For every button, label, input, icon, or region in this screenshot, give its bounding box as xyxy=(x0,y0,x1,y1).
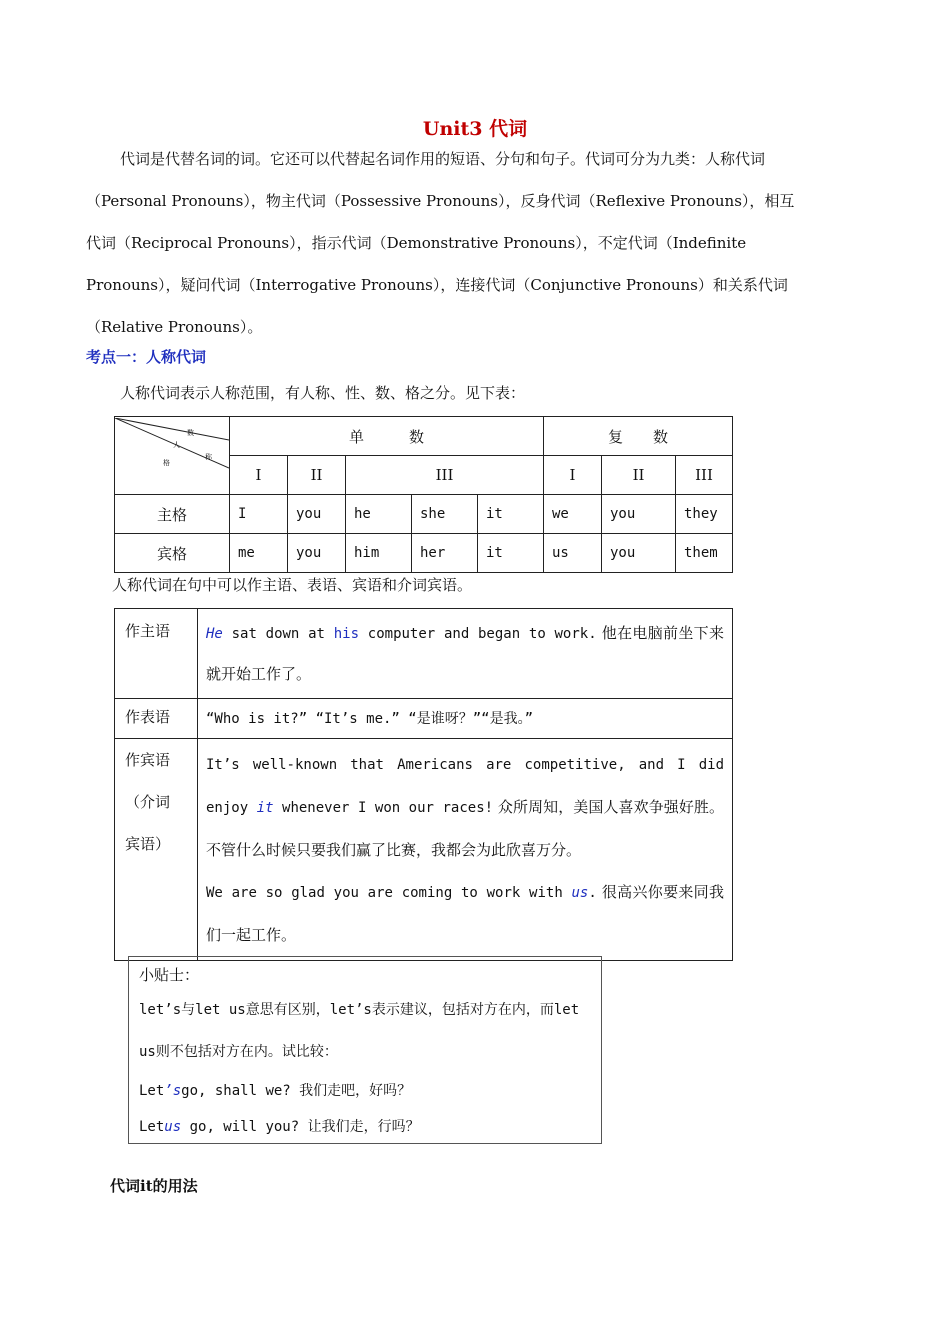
example-cell xyxy=(198,739,733,961)
table-row xyxy=(115,739,733,961)
highlight-it: it xyxy=(256,800,274,816)
tip-example-text: Let xyxy=(139,1083,165,1099)
page-title: Unit3 代词 xyxy=(422,118,528,140)
table-cell: us xyxy=(544,534,602,573)
section-heading-personal-pronouns: 考点一：人称代词 xyxy=(86,348,207,366)
intro-line: 代词是代替名词的词。它还可以代替起名词作用的短语、分句和句子。代词可分为九类：人称代词 xyxy=(120,150,766,168)
role-label xyxy=(115,739,198,961)
table-cell: you xyxy=(602,495,676,534)
highlight-lets: ’s xyxy=(164,1083,182,1099)
example-paragraph xyxy=(206,743,724,871)
tip-example-text: go, will you? 让我们走，行吗？ xyxy=(181,1119,420,1135)
section-heading-it-usage: 代词it的用法 xyxy=(110,1177,198,1195)
table-cell: me xyxy=(230,534,288,573)
tip-example xyxy=(139,1073,601,1109)
personal-pronoun-table xyxy=(114,416,733,573)
row-label: 主格 xyxy=(115,495,230,534)
personal-pronoun-description: 人称代词表示人称范围，有人称、性、数、格之分。见下表： xyxy=(120,384,526,402)
table-cell: her xyxy=(412,534,478,573)
role-label: 作表语 xyxy=(115,699,198,739)
example-text: It’s well-known that Americans are competitive, and I did enjoy xyxy=(206,757,724,816)
header-plural: 复 数 xyxy=(544,417,733,456)
intro-paragraph xyxy=(86,138,864,348)
table-cell: him xyxy=(346,534,412,573)
intro-line: 代词（Reciprocal Pronouns），指示代词（Demonstrative Pronouns），不定代词（Indefinite xyxy=(86,234,747,252)
example-translation: 他在电脑前坐下来就开始工作了。 xyxy=(206,624,724,683)
example-translation: 很高兴你要来同我们一起工作。 xyxy=(206,883,724,944)
table-cell: them xyxy=(676,534,733,573)
corner-label: 称 xyxy=(205,452,212,461)
example-text: We are so glad you are coming to work with xyxy=(206,885,572,901)
table-cell: we xyxy=(544,495,602,534)
corner-label: 数 xyxy=(187,428,194,437)
intro-line: Pronouns），疑问代词（Interrogative Pronouns），连接代词（Conjunctive Pronouns）和关系代词 xyxy=(86,276,788,294)
table-cell: it xyxy=(478,495,544,534)
highlight-his: his xyxy=(333,626,360,642)
table-row xyxy=(115,495,733,534)
role-line: （介词 xyxy=(125,793,171,811)
example-cell xyxy=(198,699,733,739)
table-cell: you xyxy=(288,534,346,573)
example-text: sat down at xyxy=(222,626,334,642)
corner-label: 格 xyxy=(163,458,170,467)
role-label: 作主语 xyxy=(115,609,198,699)
header-person: II xyxy=(288,456,346,495)
row-label: 宾格 xyxy=(115,534,230,573)
header-person: III xyxy=(346,456,544,495)
example-text: . xyxy=(588,885,597,901)
table-cell: she xyxy=(412,495,478,534)
usage-intro: 人称代词在句中可以作主语、表语、宾语和介词宾语。 xyxy=(112,576,473,594)
example-text: “Who is it?” “It’s me.” “是谁呀？”“是我。” xyxy=(206,711,534,727)
intro-line: （Relative Pronouns）。 xyxy=(86,318,263,336)
table-cell: you xyxy=(602,534,676,573)
header-person: I xyxy=(230,456,288,495)
example-translation: 众所周知，美国人喜欢争强好胜。不管什么时候只要我们赢了比赛，我都会为此欣喜万分。 xyxy=(206,798,724,859)
table-row xyxy=(115,609,733,699)
example-text: computer and began to work. xyxy=(359,626,597,642)
highlight-he: He xyxy=(206,626,223,642)
role-line: 宾语） xyxy=(125,835,171,853)
table-cell: it xyxy=(478,534,544,573)
table-cell: they xyxy=(676,495,733,534)
tip-example-text: Let xyxy=(139,1119,165,1135)
example-cell xyxy=(198,609,733,699)
header-singular: 单 数 xyxy=(230,417,544,456)
table-cell: you xyxy=(288,495,346,534)
tip-title: 小贴士： xyxy=(139,966,200,984)
header-person: I xyxy=(544,456,602,495)
table-corner-cell xyxy=(115,417,230,495)
table-row xyxy=(115,534,733,573)
header-person: III xyxy=(676,456,733,495)
example-text: whenever I won our races! xyxy=(273,800,494,816)
tip-example xyxy=(139,1109,601,1145)
intro-line: （Personal Pronouns），物主代词（Possessive Pronouns），反身代词（Reflexive Pronouns），相互 xyxy=(86,192,795,210)
tip-text: let’s与let us意思有区别，let’s表示建议，包括对方在内，而let us则不包括对方在内。试比较： xyxy=(139,1002,580,1060)
role-line: 作宾语 xyxy=(125,751,171,769)
highlight-us: us xyxy=(571,885,589,901)
table-cell: he xyxy=(346,495,412,534)
tip-box xyxy=(128,956,602,1144)
table-cell: I xyxy=(230,495,288,534)
pronoun-usage-table xyxy=(114,608,733,961)
tip-example-text: go, shall we? 我们走吧，好吗？ xyxy=(181,1083,412,1099)
table-row xyxy=(115,699,733,739)
header-person: II xyxy=(602,456,676,495)
corner-label: 人 xyxy=(173,440,180,449)
example-paragraph xyxy=(206,871,724,956)
highlight-us: us xyxy=(164,1119,182,1135)
